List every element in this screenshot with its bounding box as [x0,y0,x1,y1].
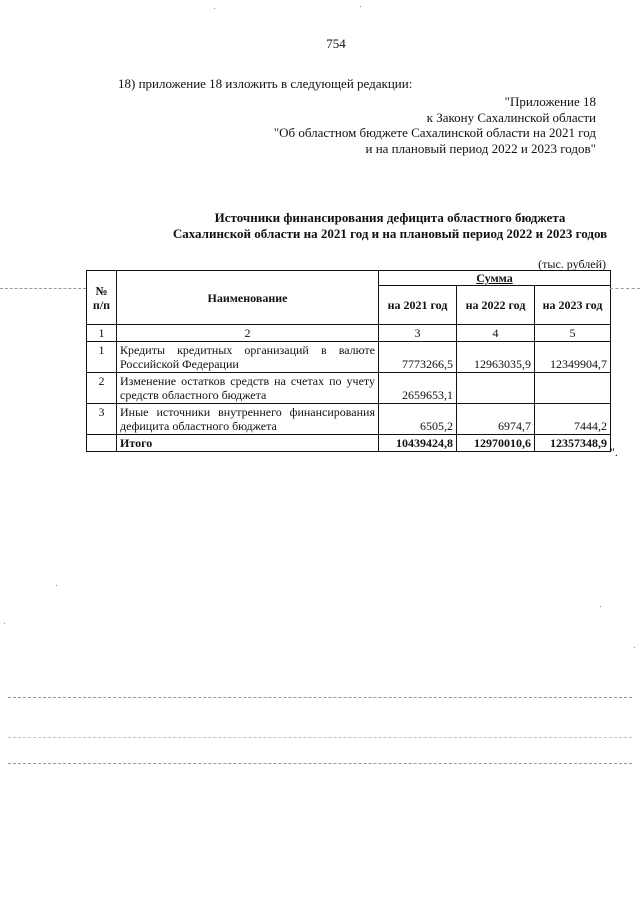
scan-artifact-dot [214,8,215,9]
header-number-abbr: п/п [92,297,111,312]
scan-artifact-line [8,697,632,698]
total-label: Итого [117,435,379,452]
header-year-2021: на 2021 год [379,286,457,325]
header-sum: Сумма [379,271,611,286]
row-name: Иные источники внутреннего финансирования дефицита областного бюджета [117,404,379,435]
table-row [87,404,611,435]
closing-quote: ". [610,445,618,459]
col-number: 2 [117,325,379,342]
col-number: 4 [457,325,535,342]
scan-artifact-line [0,288,86,289]
title-line: Сахалинской области на 2021 год и на плановый период 2022 и 2023 годов [172,226,608,241]
amendment-intro: 18) приложение 18 изложить в следующей редакции: [118,76,413,91]
row-number: 1 [87,342,117,373]
appendix-line: "Приложение 18 [504,94,596,109]
table-row [87,373,611,404]
row-value-2023: 12349904,7 [535,342,611,373]
col-number: 1 [87,325,117,342]
appendix-line: "Об областном бюджете Сахалинской области на 2021 год [273,125,596,140]
page-number: 754 [326,36,346,51]
column-number-row [87,325,611,342]
row-value-2022 [457,373,535,404]
title-line: Источники финансирования дефицита областного бюджета [214,210,566,225]
scan-artifact-line [8,737,632,738]
total-value-2023: 12357348,9 [535,435,611,452]
row-number: 3 [87,404,117,435]
table-header-row [87,271,611,286]
header-year-2022: на 2022 год [457,286,535,325]
unit-label: (тыс. рублей) [538,257,606,271]
row-name: Кредиты кредитных организаций в валюте Российской Федерации [117,342,379,373]
financing-sources-table [86,270,611,452]
total-number-cell [87,435,117,452]
row-value-2022: 6974,7 [457,404,535,435]
row-value-2021: 7773266,5 [379,342,457,373]
scan-artifact-dot [56,585,57,586]
scan-artifact-dot [634,647,635,648]
appendix-line: и на плановый период 2022 и 2023 годов" [365,140,596,156]
row-value-2022: 12963035,9 [457,342,535,373]
appendix-line: к Закону Сахалинской области [426,109,596,125]
scan-artifact-dot [4,623,5,624]
scan-artifact-line [8,763,632,764]
total-value-2022: 12970010,6 [457,435,535,452]
total-row [87,435,611,452]
document-title [60,210,640,242]
table-row [87,342,611,373]
col-number: 3 [379,325,457,342]
row-value-2023 [535,373,611,404]
row-value-2021: 6505,2 [379,404,457,435]
row-name: Изменение остатков средств на счетах по учету средств областного бюджета [117,373,379,404]
scan-artifact-dot [600,606,601,607]
appendix-header [274,94,596,156]
col-number: 5 [535,325,611,342]
header-name: Наименование [117,271,379,325]
header-number-symbol: № [95,283,108,298]
scan-artifact-dot [360,6,361,7]
row-value-2021: 2659653,1 [379,373,457,404]
row-value-2023: 7444,2 [535,404,611,435]
header-number [87,271,117,325]
row-number: 2 [87,373,117,404]
scan-artifact-line [610,288,640,289]
total-value-2021: 10439424,8 [379,435,457,452]
header-year-2023: на 2023 год [535,286,611,325]
